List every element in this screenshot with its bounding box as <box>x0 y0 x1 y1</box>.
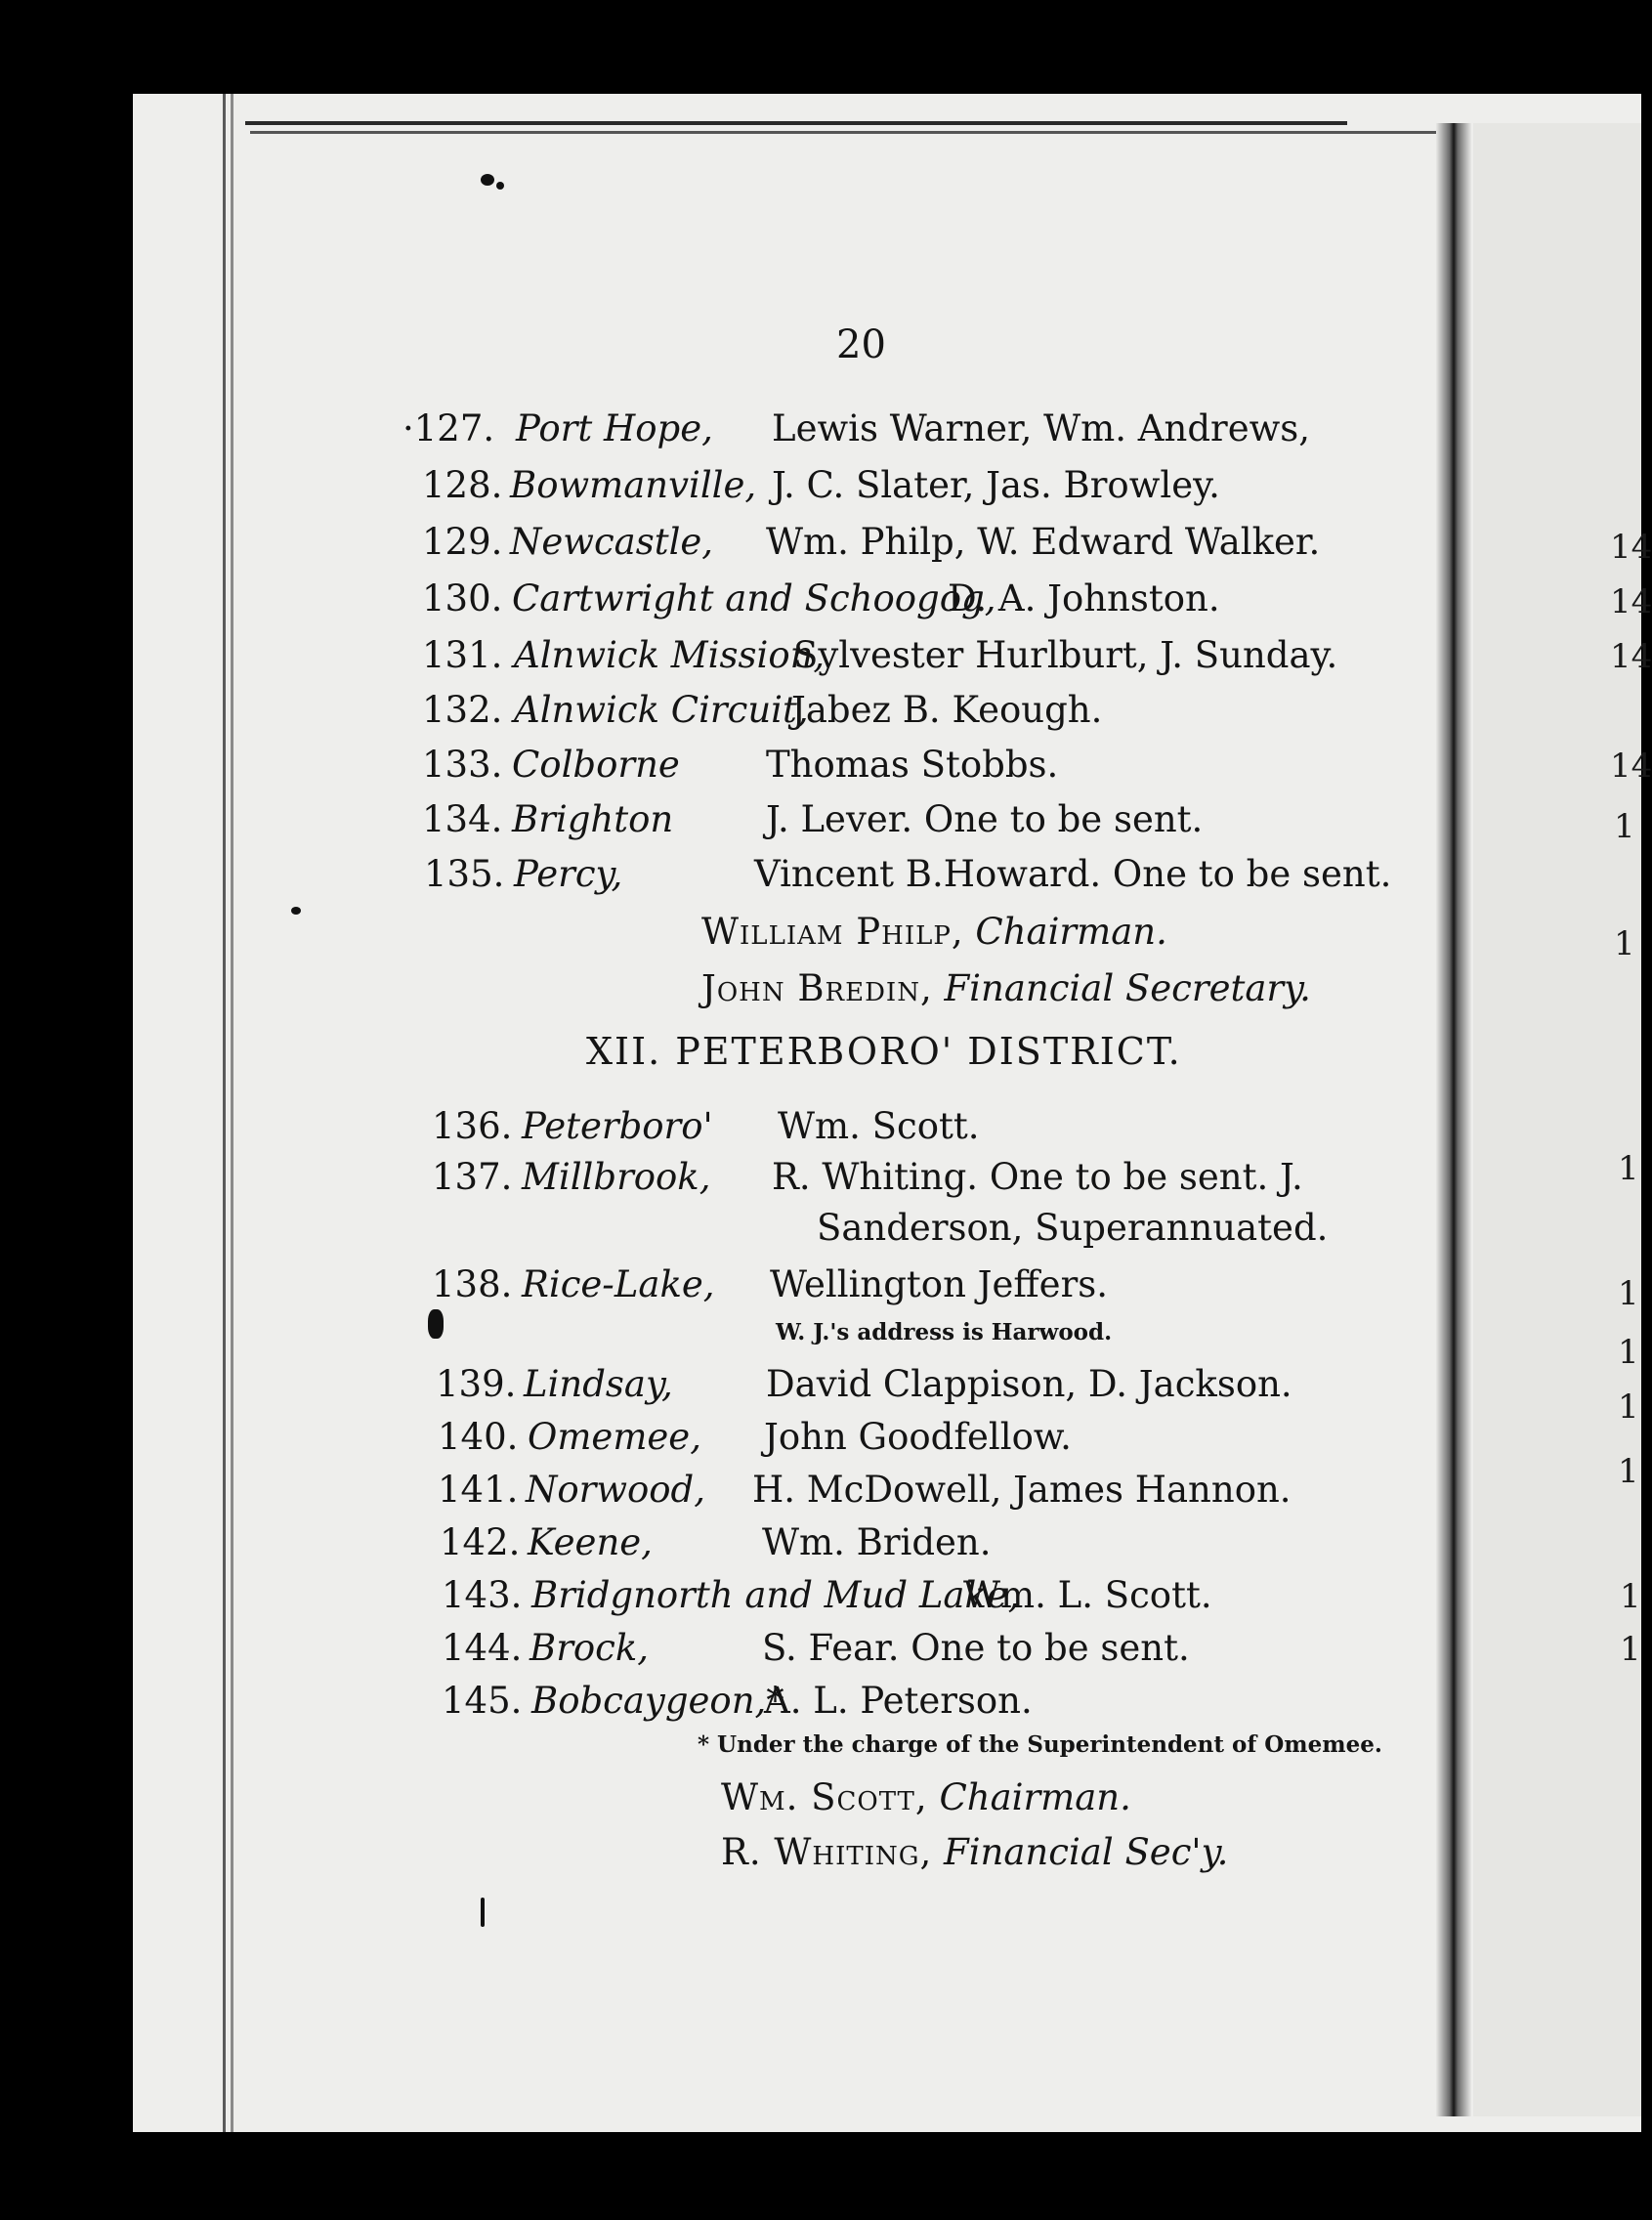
entry-place: Brighton <box>512 798 674 840</box>
entry-minister: S. Fear. One to be sent. <box>762 1627 1190 1669</box>
chairman-name: Wm. Scott, <box>721 1776 928 1818</box>
ink-spot <box>481 1898 485 1927</box>
entry-minister: John Goodfellow. <box>764 1416 1072 1458</box>
footnote: * Under the charge of the Superintendent of Omemee. <box>698 1731 1382 1758</box>
entry-number: ·127. <box>402 407 495 449</box>
entry-number: 144. <box>442 1627 523 1669</box>
entry-place: Alnwick Circuit, <box>514 689 809 731</box>
entry-number: 134. <box>422 798 503 840</box>
entry-place: Millbrook, <box>522 1156 711 1198</box>
edge-number: 1 <box>1618 1388 1639 1427</box>
chairman-signature <box>701 911 1167 953</box>
entry-minister: J. C. Slater, Jas. Browley. <box>772 464 1220 506</box>
entry-number: 133. <box>422 744 503 786</box>
entry-number: 141. <box>438 1469 519 1511</box>
entry-number: 129. <box>422 521 503 563</box>
entry-number: 136. <box>432 1105 513 1147</box>
entry-place: Cartwright and Schoogog, <box>512 577 996 619</box>
edge-number: 1 <box>1618 1274 1639 1313</box>
entry-place: Bowmanville, <box>510 464 757 506</box>
entry-place: Newcastle, <box>510 521 714 563</box>
edge-number: 14 <box>1610 582 1652 621</box>
edge-number: 14 <box>1610 747 1652 786</box>
entry-minister: Vincent B.Howard. One to be sent. <box>754 853 1392 895</box>
secretary-title: Financial Sec'y. <box>944 1831 1229 1873</box>
entry-minister: Thomas Stobbs. <box>766 744 1059 786</box>
entry-place: Alnwick Mission, <box>514 634 826 676</box>
entry-minister: Jabez B. Keough. <box>791 689 1103 731</box>
entry-place: Bridgnorth and Mud Lake, <box>531 1574 1020 1616</box>
secretary-title: Financial Secretary. <box>944 967 1311 1009</box>
entry-number: 145. <box>442 1680 523 1722</box>
entry-number: 143. <box>442 1574 523 1616</box>
top-rule <box>250 131 1471 134</box>
page-edge-line <box>223 94 226 2132</box>
entry-place: Colborne <box>512 744 680 786</box>
edge-number: 1 <box>1618 1333 1639 1372</box>
entry-minister: A. L. Peterson. <box>764 1680 1033 1722</box>
entry-place: Brock, <box>529 1627 650 1669</box>
entry-minister: J. Lever. One to be sent. <box>766 798 1204 840</box>
edge-number: 1 <box>1618 1149 1639 1188</box>
entry-number: 139. <box>436 1363 517 1405</box>
entry-minister: Wm. L. Scott. <box>963 1574 1212 1616</box>
edge-number: 1 <box>1620 1630 1641 1669</box>
ink-spot <box>291 907 301 915</box>
entry-number: 142. <box>440 1521 521 1563</box>
entry-minister: Wm. Scott. <box>778 1105 980 1147</box>
district-heading: XII. PETERBORO' DISTRICT. <box>586 1030 1182 1073</box>
chairman-signature <box>721 1776 1131 1818</box>
entry-place: Peterboro' <box>522 1105 713 1147</box>
entry-place: Keene, <box>528 1521 653 1563</box>
edge-number: 14 <box>1610 637 1652 676</box>
entry-minister: Lewis Warner, Wm. Andrews, <box>772 407 1311 449</box>
entry-number: 135. <box>424 853 505 895</box>
entry-place: Percy, <box>514 853 623 895</box>
entry-number: 131. <box>422 634 503 676</box>
entry-place: Lindsay, <box>524 1363 673 1405</box>
chairman-title: Chairman. <box>975 911 1167 953</box>
book-spine <box>1436 123 1471 2116</box>
ink-spot <box>428 1309 444 1339</box>
entry-place: Norwood, <box>526 1469 706 1511</box>
entry-minister: Sanderson, Superannuated. <box>817 1207 1329 1249</box>
edge-number: 1 <box>1618 1452 1639 1491</box>
entry-place: Port Hope, <box>516 407 713 449</box>
entry-minister: H. McDowell, James Hannon. <box>752 1469 1292 1511</box>
entry-minister: Sylvester Hurlburt, J. Sunday. <box>793 634 1338 676</box>
entry-minister: R. Whiting. One to be sent. J. <box>772 1156 1303 1198</box>
entry-number: 140. <box>438 1416 519 1458</box>
entry-number: 137. <box>432 1156 513 1198</box>
entry-minister: Wm. Philp, W. Edward Walker. <box>766 521 1321 563</box>
address-note: W. J.'s address is Harwood. <box>776 1319 1113 1345</box>
edge-number: 14 <box>1610 528 1652 567</box>
entry-minister: D. A. Johnston. <box>948 577 1220 619</box>
edge-number: 1 <box>1614 807 1635 846</box>
chairman-name: William Philp, <box>701 911 964 953</box>
entry-place: Bobcaygeon,* <box>531 1680 784 1722</box>
entry-minister: Wm. Briden. <box>762 1521 992 1563</box>
entry-minister: Wellington Jeffers. <box>770 1263 1109 1305</box>
secretary-name: R. Whiting, <box>721 1831 933 1873</box>
chairman-title: Chairman. <box>939 1776 1131 1818</box>
ink-spot <box>496 182 504 190</box>
secretary-signature <box>721 1831 1228 1873</box>
entry-minister: David Clappison, D. Jackson. <box>766 1363 1292 1405</box>
page-edge-line <box>231 94 233 2132</box>
entry-number: 132. <box>422 689 503 731</box>
entry-place: Rice-Lake, <box>522 1263 715 1305</box>
secretary-signature <box>701 967 1311 1009</box>
page-number: 20 <box>836 322 886 367</box>
edge-number: 1 <box>1614 924 1635 963</box>
entry-number: 128. <box>422 464 503 506</box>
secretary-name: John Bredin, <box>701 967 933 1009</box>
top-rule <box>245 121 1347 125</box>
entry-place: Omemee, <box>528 1416 701 1458</box>
right-page-fragment <box>1473 123 1641 2116</box>
entry-number: 138. <box>432 1263 513 1305</box>
edge-number: 1 <box>1620 1577 1641 1616</box>
ink-spot <box>481 174 494 186</box>
entry-number: 130. <box>422 577 503 619</box>
